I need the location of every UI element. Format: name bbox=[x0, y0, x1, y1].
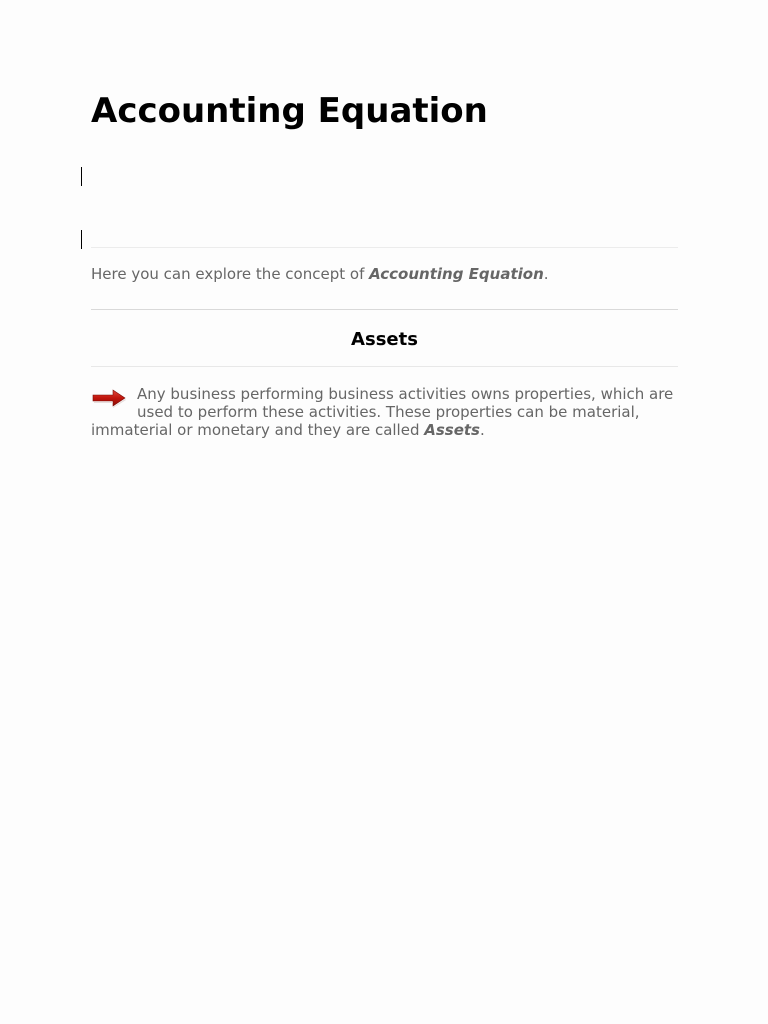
red-arrow-right-icon bbox=[91, 387, 127, 409]
divider bbox=[91, 309, 678, 310]
divider bbox=[91, 366, 678, 367]
intro-lead: Here you can explore the concept of bbox=[91, 265, 370, 283]
intro-trail: . bbox=[543, 265, 549, 283]
intro-text bbox=[91, 265, 678, 284]
assets-paragraph-trail: . bbox=[480, 421, 485, 439]
assets-paragraph-text: Any business performing business activities owns properties, which are used to perform these activities. These properties can be material, immaterial or monetary and they are called bbox=[91, 385, 674, 439]
assets-paragraph bbox=[91, 385, 678, 439]
text-cursor bbox=[81, 167, 82, 186]
page-title: Accounting Equation bbox=[91, 91, 488, 131]
text-cursor bbox=[81, 230, 82, 249]
intro-emphasis: Accounting Equation bbox=[369, 265, 544, 283]
assets-emphasis: Assets bbox=[424, 421, 480, 439]
divider bbox=[91, 247, 678, 248]
section-heading: Assets bbox=[351, 329, 418, 350]
